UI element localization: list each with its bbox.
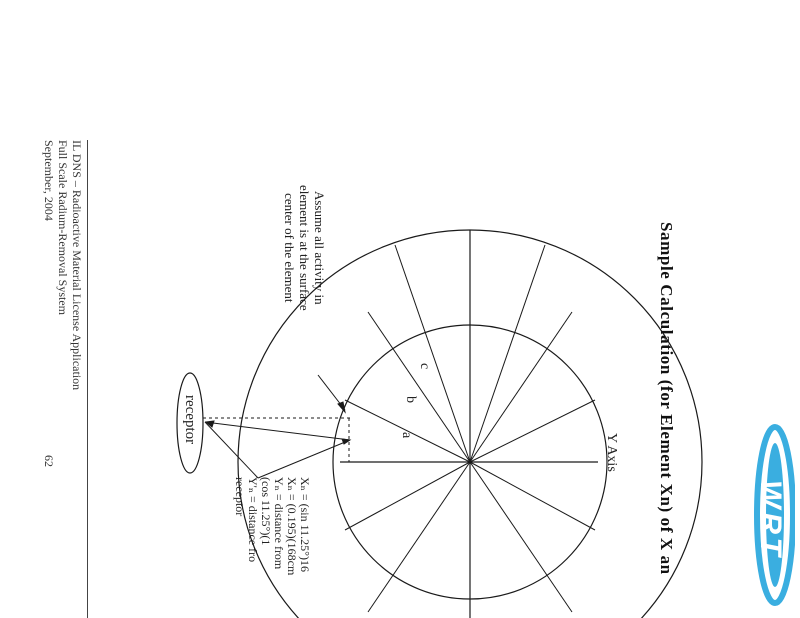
page-number: 62 bbox=[42, 455, 56, 467]
wrt-logo bbox=[735, 420, 795, 610]
arrows bbox=[205, 375, 350, 478]
footer-rule bbox=[87, 140, 88, 618]
assumption-note-line-3: center of the element bbox=[282, 193, 297, 303]
equation-line-3: Yₙ = distance from bbox=[272, 477, 286, 570]
page-title: Sample Calculation (for Element Xn) of X an bbox=[657, 222, 676, 575]
equation-line-1: Xₙ = (sin 11.25°)16 bbox=[298, 477, 312, 572]
logo-text: WRT bbox=[754, 480, 787, 560]
segment-label-c: c bbox=[417, 363, 432, 370]
receptor-label: receptor bbox=[182, 395, 198, 445]
segment-label-b: b bbox=[403, 396, 418, 403]
equation-line-2: Xₙ = (0.195)(168cm bbox=[285, 477, 299, 576]
assumption-note-line-1: Assume all activity in bbox=[312, 190, 327, 305]
segment-label-a: a bbox=[399, 432, 414, 439]
equation-line-5: Y'ₙ = distance fro bbox=[246, 477, 260, 563]
assumption-note-line-2: element is at the surface bbox=[297, 185, 312, 311]
footer-block bbox=[42, 140, 84, 390]
assumption-note bbox=[282, 185, 327, 311]
y-axis-label: Y Axis bbox=[604, 433, 619, 472]
equations-block bbox=[233, 477, 311, 575]
equation-line-4: (cos 11.25°)(1 bbox=[259, 477, 273, 546]
equation-line-6: receptor bbox=[233, 477, 247, 517]
footer-line-3: September, 2004 bbox=[42, 140, 56, 221]
footer-line-1: IL DNS – Radioactive Material License Application bbox=[70, 140, 84, 391]
footer-line-2: Full Scale Radium-Removal System bbox=[56, 140, 70, 315]
